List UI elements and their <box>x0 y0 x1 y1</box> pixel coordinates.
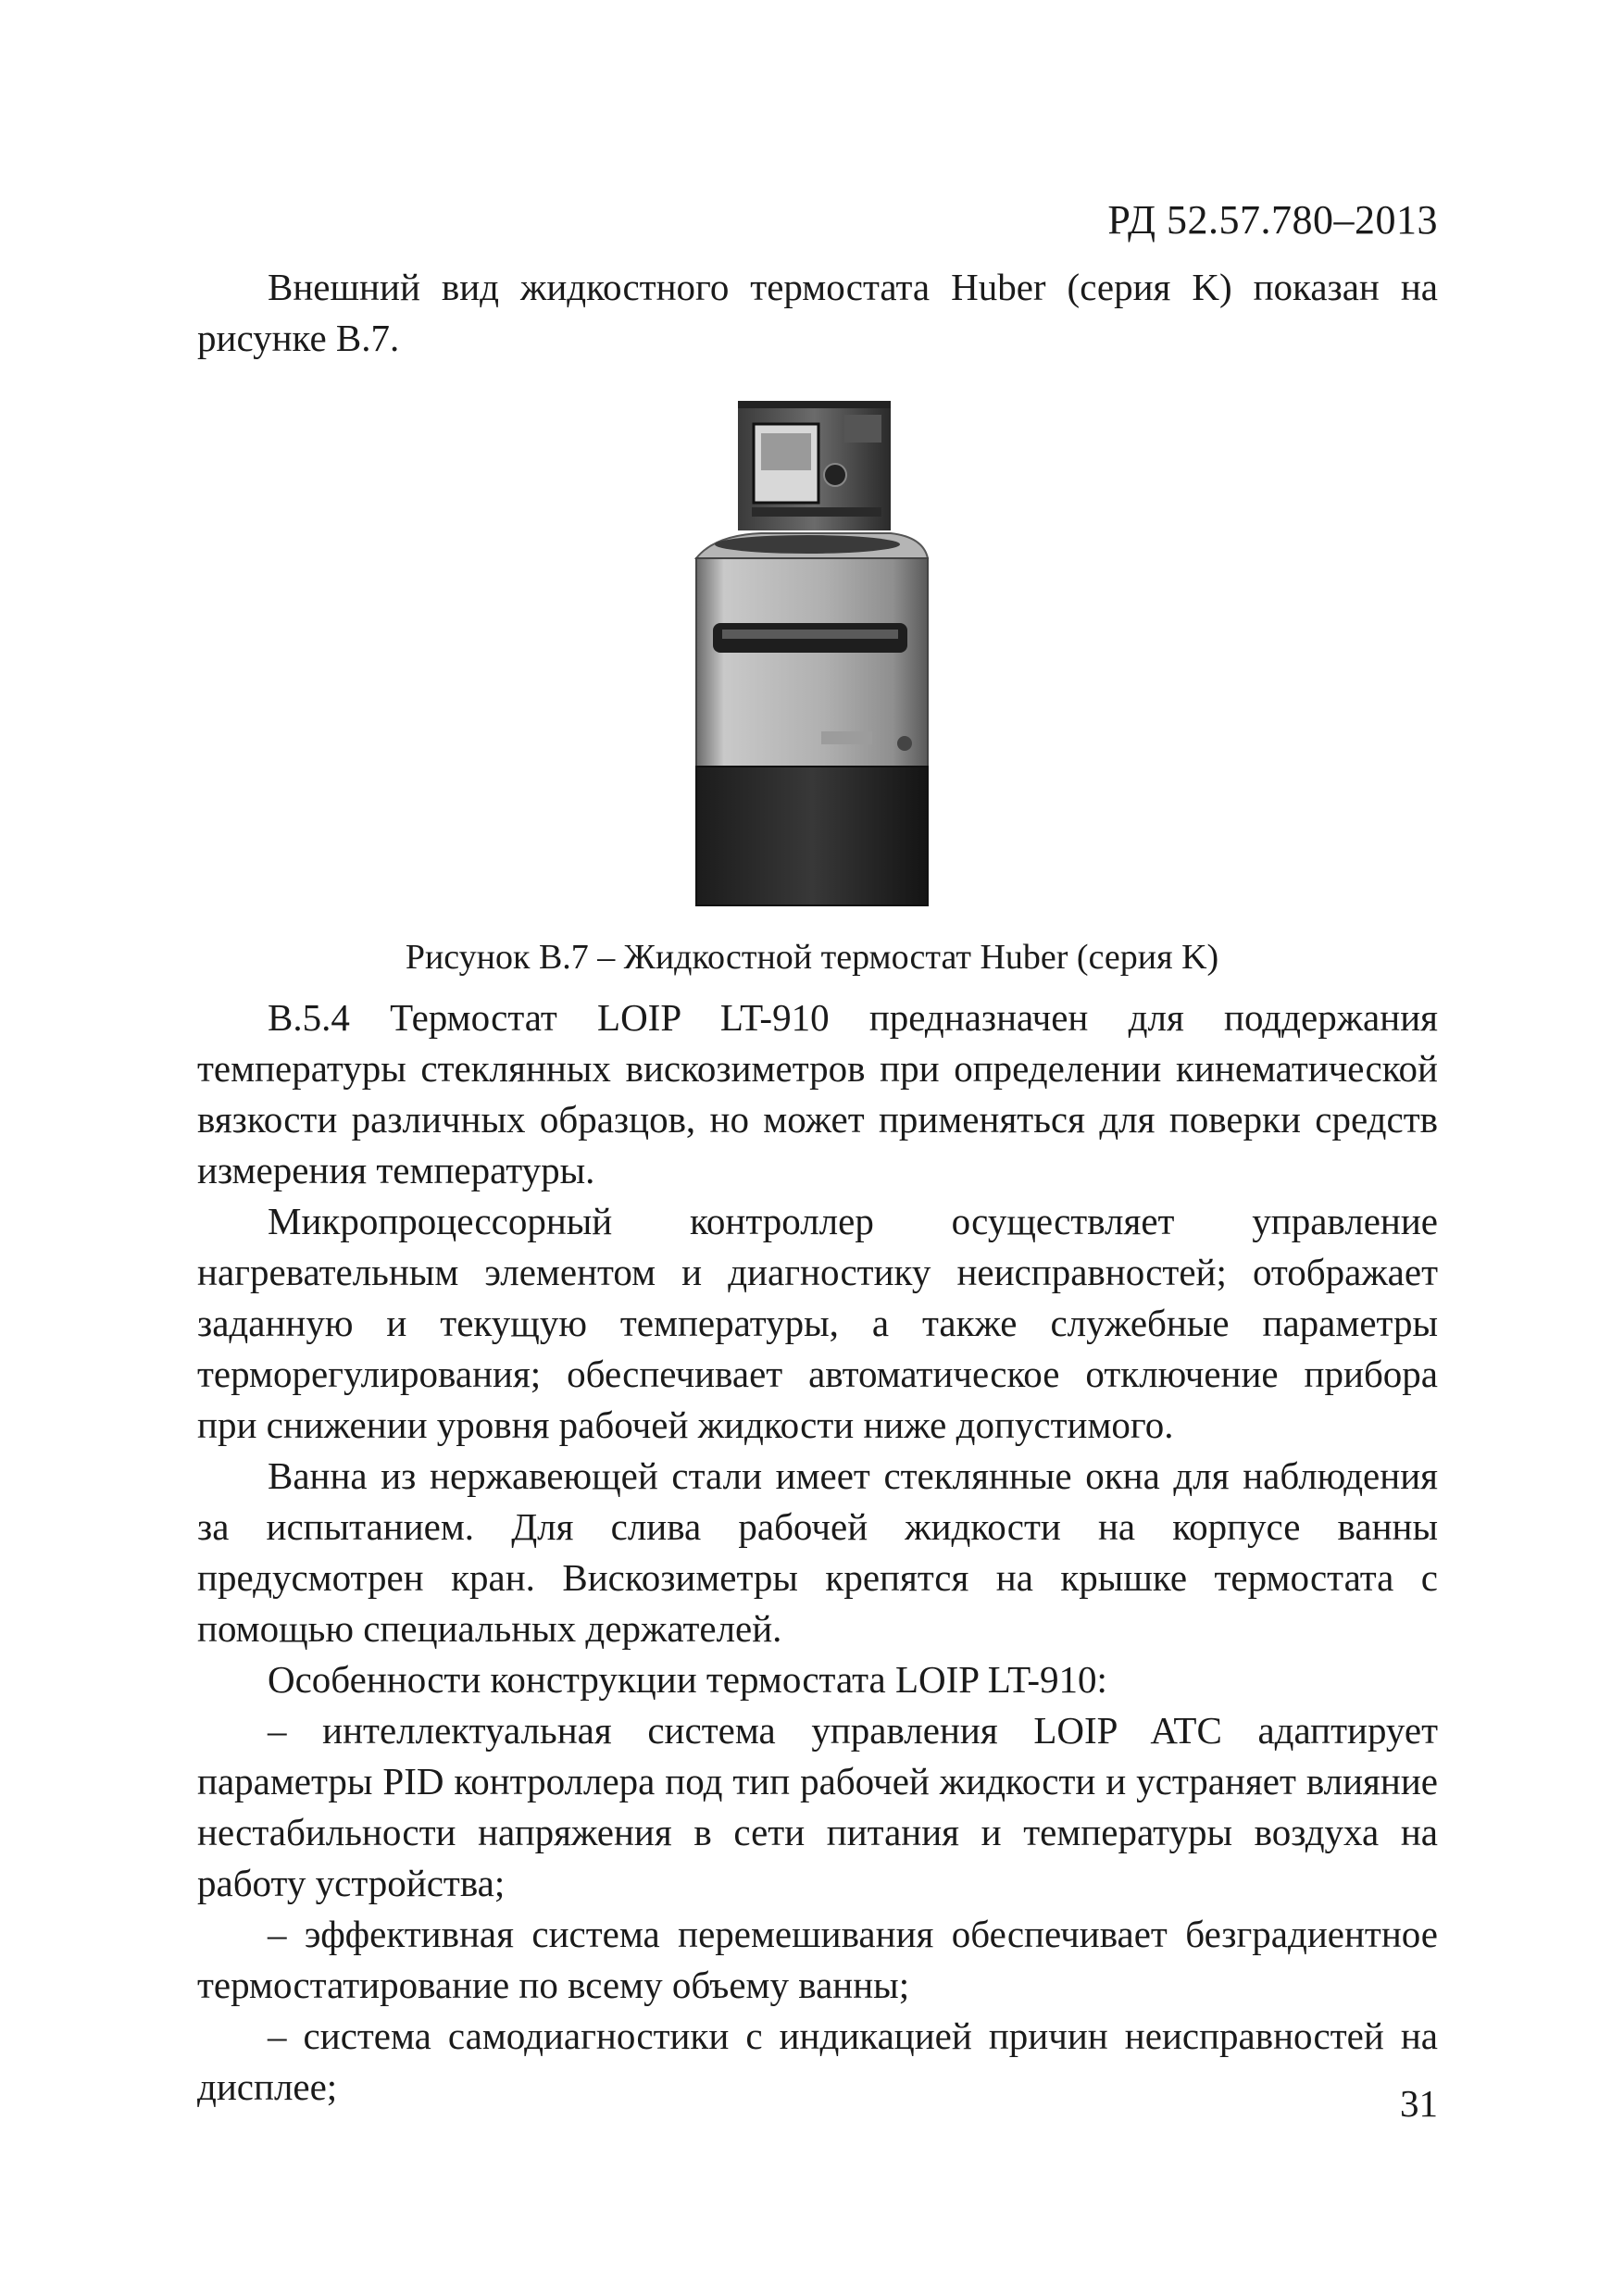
list-item: – система самодиагностики с индикацией причин неисправностей на дисплее; <box>197 2014 1438 2108</box>
figure-caption: Рисунок В.7 – Жидкостной термостат Huber (серия K) <box>405 938 1219 977</box>
paragraph: В.5.4 Термостат LOIP LT-910 предназначен для поддержания температуры стеклянных вискозиметров при определении кинематической вязкости различных образцов, но может применяться для поверки средств измерения температуры. <box>197 996 1438 1191</box>
thermostat-device-photo <box>659 396 937 910</box>
paragraph: Особенности конструкции термостата LOIP LT-910: <box>268 1658 1107 1701</box>
intro-paragraph: Внешний вид жидкостного термостата Huber (серия K) показан на рисунке В.7. <box>197 266 1438 359</box>
paragraph: Микропроцессорный контроллер осуществляет управление нагревательным элементом и диагностику неисправностей; отображает заданную и текущую температуры, а также служебные параметры терморегулирования; обеспечивает автоматическое отключение прибора при снижении уровня рабочей жидкости ниже допустимого. <box>197 1200 1438 1446</box>
document-code-header: РД 52.57.780–2013 <box>1107 197 1438 243</box>
paragraph: Ванна из нержавеющей стали имеет стеклянные окна для наблюдения за испытанием. Для слива рабочей жидкости на корпусе ванны предусмотрен кран. Вискозиметры крепятся на крышке термостата с помощью специальных держателей. <box>197 1454 1438 1650</box>
page-number: 31 <box>1400 2082 1438 2125</box>
body-text <box>197 992 1438 2113</box>
list-item: – интеллектуальная система управления LOIP ATC адаптирует параметры PID контроллера под тип рабочей жидкости и устраняет влияние нестабильности напряжения в сети питания и температуры воздуха на работу устройства; <box>197 1709 1438 1904</box>
intro-text <box>197 262 1438 364</box>
list-item: – эффективная система перемешивания обеспечивает безградиентное термостатирование по всему объему ванны; <box>197 1913 1438 2006</box>
